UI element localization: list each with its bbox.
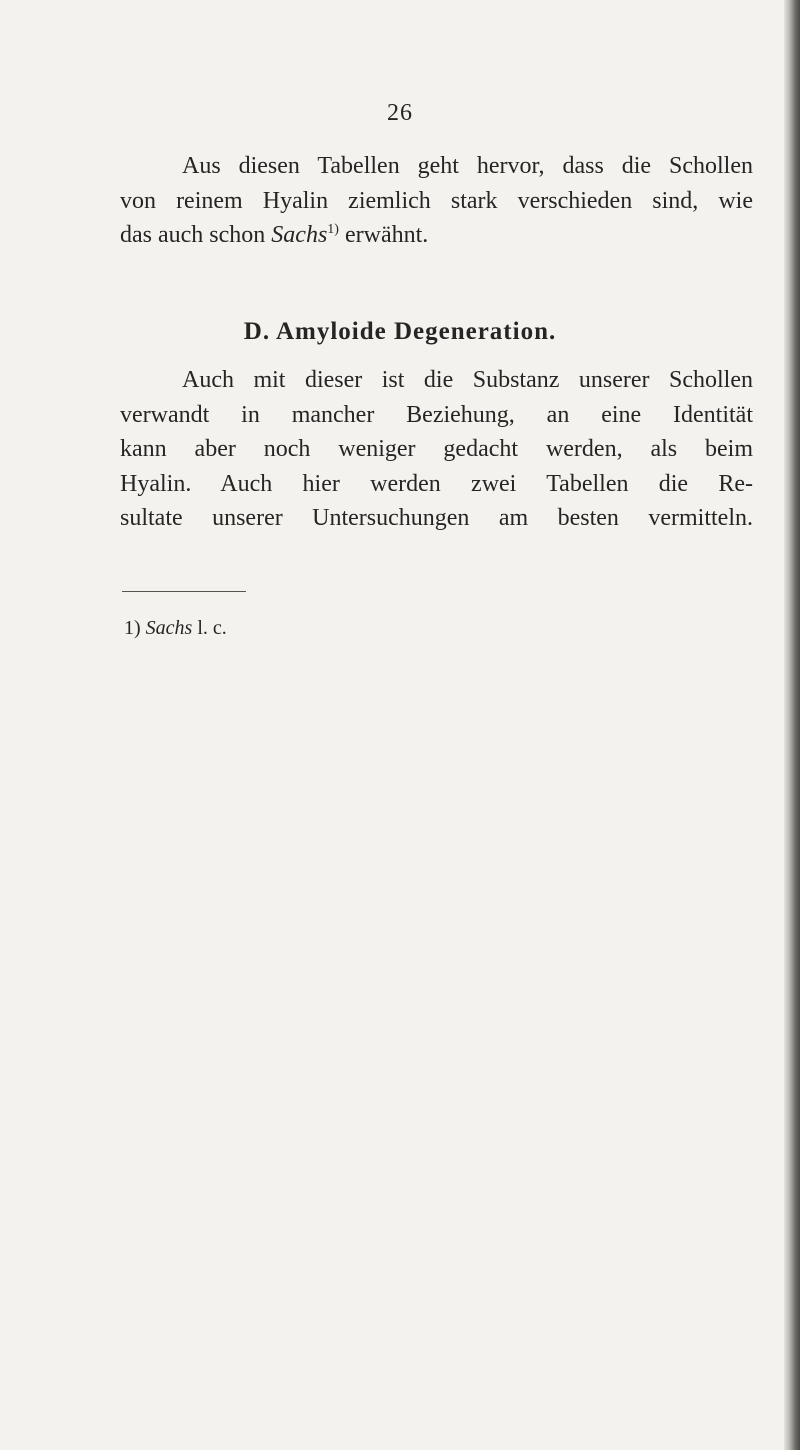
paragraph-2-line: kann aber noch weniger gedacht werden, als beim	[120, 436, 753, 462]
footnote-divider	[122, 591, 246, 592]
paragraph-1-line-2: von reinem Hyalin ziemlich stark verschieden sind, wie	[120, 187, 753, 214]
footnote-citation: l. c.	[197, 617, 227, 639]
line-3-end: erwähnt.	[338, 222, 429, 248]
paragraph-2-line: sultate unserer Untersuchungen am besten vermitteln.	[120, 505, 753, 531]
footnote-reference: 1)	[327, 222, 339, 237]
paragraph-1-line-1: Aus diesen Tabellen geht hervor, dass die Schollen	[182, 153, 753, 179]
footnote	[124, 615, 227, 641]
paragraph-2-line: Auch mit dieser ist die Substanz unserer Schollen	[182, 367, 753, 393]
paragraph-2-line: verwandt in mancher Beziehung, an eine Identität	[120, 401, 753, 428]
author-reference: Sachs	[271, 222, 328, 248]
footnote-marker: 1)	[124, 617, 141, 639]
section-heading: D. Amyloide Degeneration.	[243, 318, 557, 345]
scan-edge	[784, 0, 800, 1450]
footnote-author: Sachs	[145, 617, 193, 639]
page-number: 26	[387, 100, 413, 126]
paragraph-2	[120, 363, 753, 536]
paragraph-2-line: Hyalin. Auch hier werden zwei Tabellen die Re-	[120, 470, 753, 497]
paragraph-1	[120, 149, 753, 253]
paragraph-1-line-3	[120, 218, 753, 253]
line-3-start: das auch schon	[120, 222, 272, 248]
